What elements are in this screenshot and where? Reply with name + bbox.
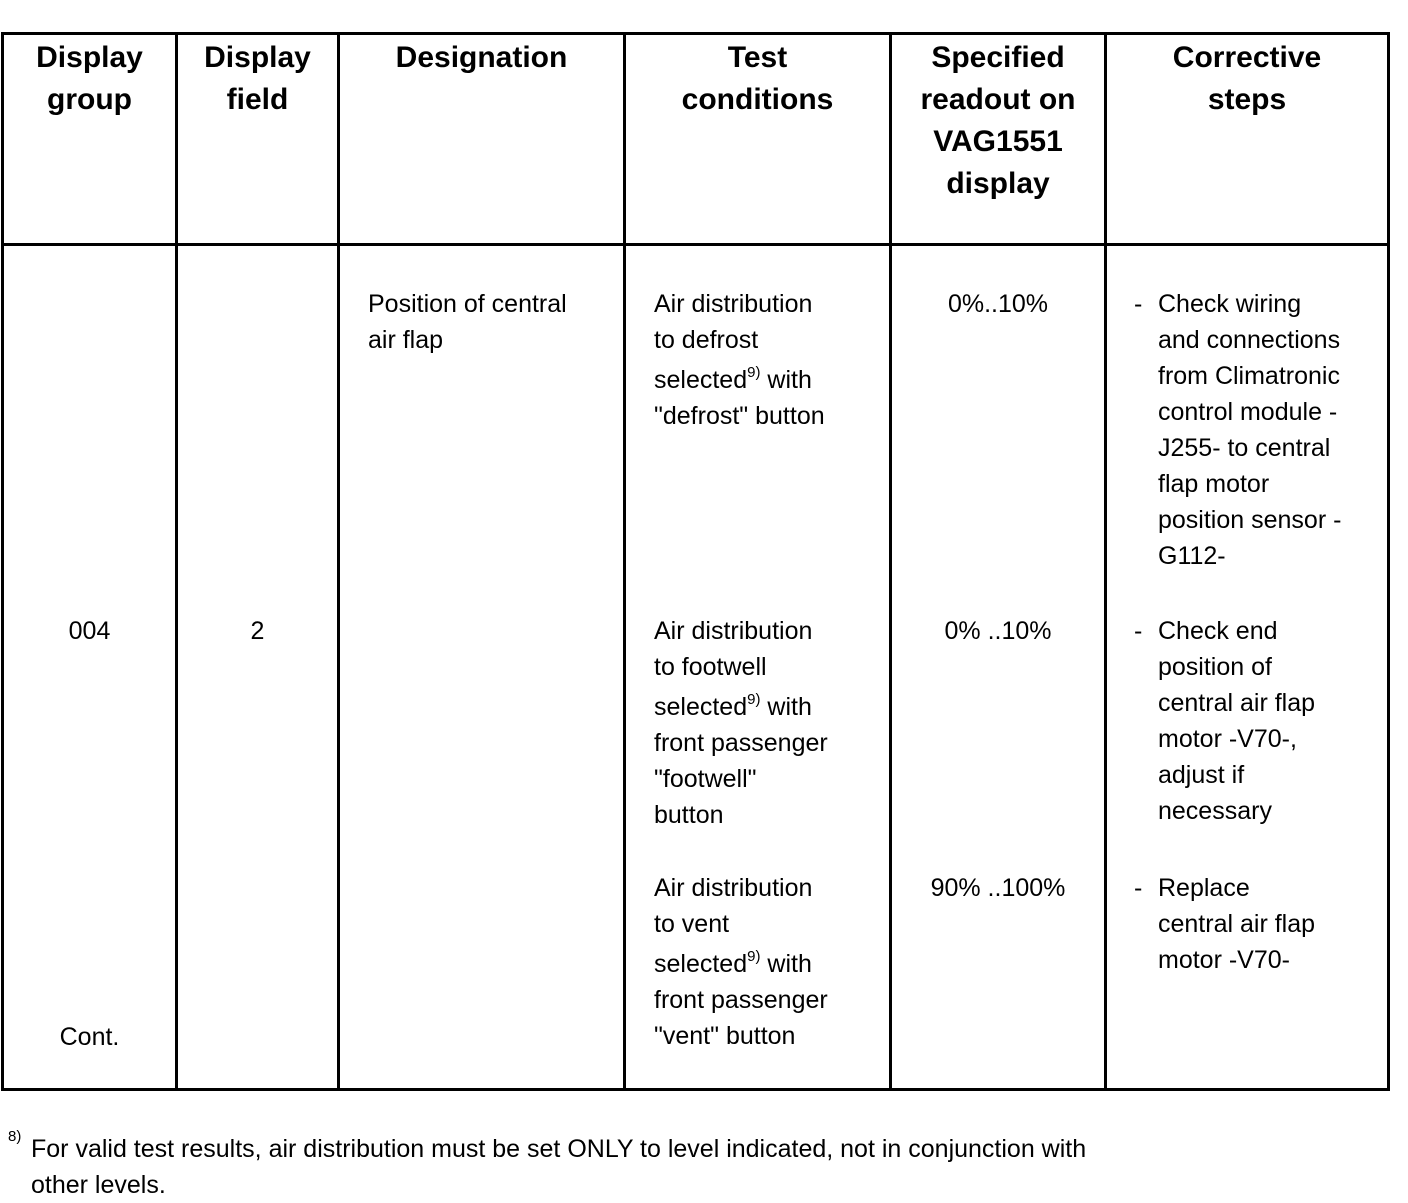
corrective-text: Check end position of central air flap motor -V70-, adjust if necessary (1158, 617, 1316, 825)
corrective-step-replace (1134, 870, 1384, 990)
bullet-dash: - (1134, 617, 1143, 645)
bullet-dash: - (1134, 290, 1143, 318)
display-group-cont: Cont. (59, 1023, 120, 1051)
corrective-step-end-position (1134, 613, 1384, 863)
test-condition-defrost (654, 286, 884, 434)
corrective-text: Check wiring and connections from Climatronic control module - J255- to central flap motor position sensor - G112- (1158, 290, 1342, 570)
header-display-field: Display field (204, 41, 311, 116)
header-designation: Designation (395, 41, 568, 74)
condition-with: with (760, 693, 812, 721)
condition-rest: "defrost" button (654, 402, 825, 430)
condition-selected: selected (654, 693, 748, 721)
corrective-step-wiring (1134, 286, 1384, 616)
display-field-value: 2 (250, 617, 265, 645)
condition-line: to vent (654, 910, 730, 938)
display-group-value: 004 (68, 617, 111, 645)
test-condition-vent (654, 870, 884, 1054)
condition-line: to defrost (654, 326, 759, 354)
condition-line: to footwell (654, 653, 767, 681)
designation-value: Position of central air flap (368, 290, 567, 354)
footnote-mark: 8) (8, 1128, 22, 1145)
condition-rest: front passenger "vent" button (654, 986, 828, 1050)
condition-with: with (760, 366, 812, 394)
corrective-text: Replace central air flap motor -V70- (1158, 874, 1316, 974)
header-display-group: Display group (36, 41, 143, 116)
footnote-ref: 9) (747, 947, 761, 965)
condition-line (654, 689, 884, 725)
condition-selected: selected (654, 950, 748, 978)
bullet-dash: - (1134, 874, 1143, 902)
condition-line (654, 946, 884, 982)
header-corrective-steps: Corrective steps (1172, 41, 1322, 116)
diagnostic-table (1, 32, 1390, 1091)
condition-line: Air distribution (654, 874, 813, 902)
condition-line: Air distribution (654, 617, 813, 645)
condition-selected: selected (654, 366, 748, 394)
readout-footwell: 0% ..10% (944, 617, 1052, 645)
condition-line: Air distribution (654, 290, 813, 318)
readout-vent: 90% ..100% (930, 874, 1066, 902)
footnote-text: For valid test results, air distribution must be set ONLY to level indicated, not in conjunction with other levels. (31, 1135, 1087, 1199)
condition-line (654, 362, 884, 398)
header-divider (4, 243, 1387, 246)
readout-defrost: 0%..10% (947, 290, 1049, 318)
test-condition-footwell (654, 613, 884, 833)
footnote-ref: 9) (747, 690, 761, 708)
condition-rest: front passenger "footwell" button (654, 729, 828, 829)
condition-with: with (760, 950, 812, 978)
header-test-conditions: Test conditions (681, 41, 834, 116)
footnote-ref: 9) (747, 363, 761, 381)
header-specified-readout: Specified readout on VAG1551 display (920, 41, 1076, 200)
